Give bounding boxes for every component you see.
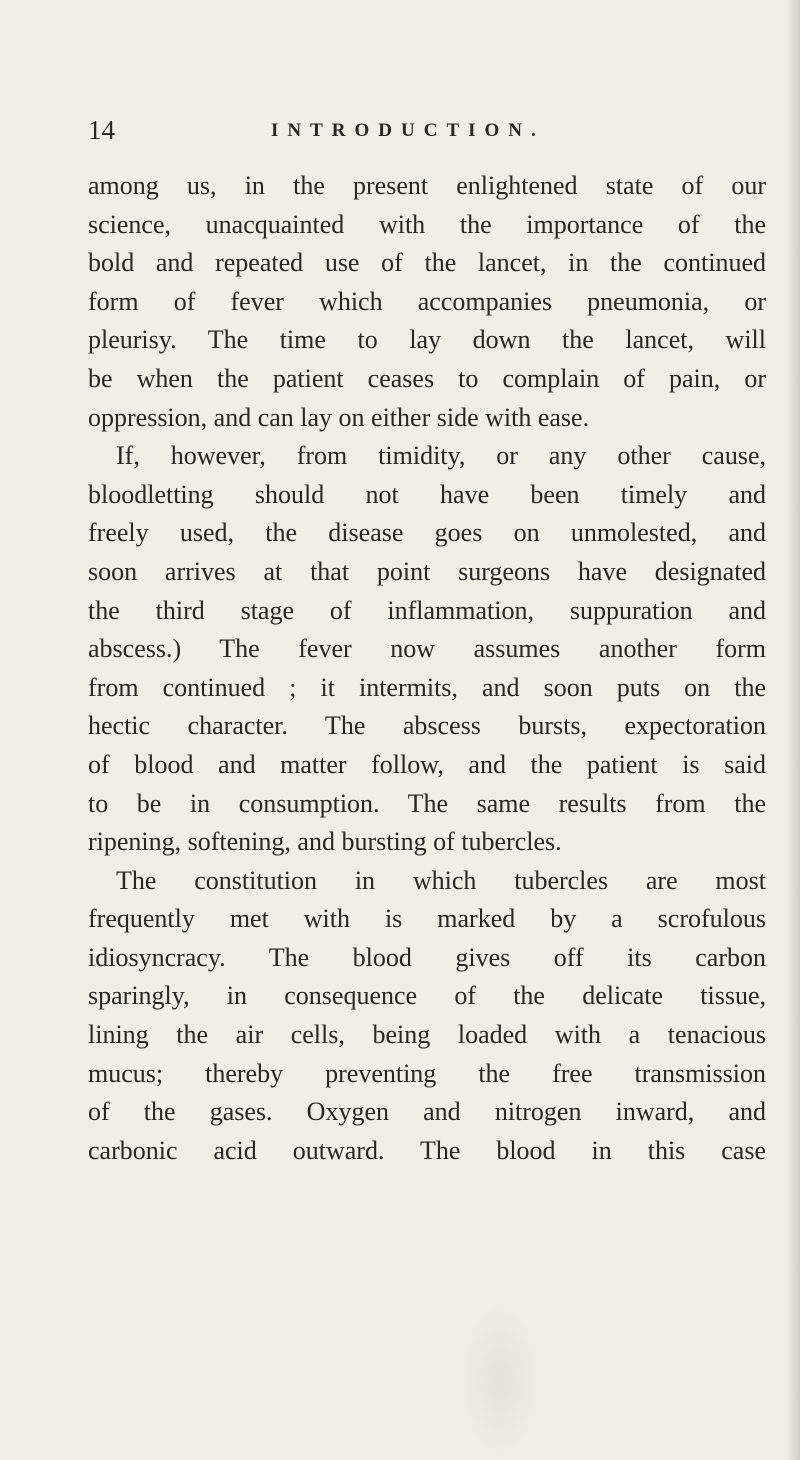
text-line: carbonic acid outward. The blood in this case [88, 1135, 766, 1165]
text-line: the third stage of inflammation, suppuration and [88, 595, 766, 625]
text-line: freely used, the disease goes on unmolested, and [88, 518, 766, 548]
text-line: lining the air cells, being loaded with a tenacious [88, 1020, 766, 1050]
text-line: sparingly, in consequence of the delicate tissue, [88, 981, 766, 1011]
running-head [88, 115, 768, 145]
text-line: If, however, from timidity, or any other cause, [116, 441, 766, 471]
text-line: oppression, and can lay on either side with ease. [88, 402, 590, 432]
text-line: The constitution in which tubercles are most [116, 865, 766, 895]
text-line: bold and repeated use of the lancet, in the continued [88, 248, 766, 278]
text-line: hectic character. The abscess bursts, expectoration [88, 711, 766, 741]
text-line: to be in consumption. The same results from the [88, 788, 766, 818]
text-line: pleurisy. The time to lay down the lancet, will [88, 325, 766, 355]
text-line: soon arrives at that point surgeons have designated [88, 556, 766, 586]
text-line: be when the patient ceases to complain of pain, or [88, 363, 766, 393]
text-line: among us, in the present enlightened state of our [88, 171, 766, 200]
paper-stain [460, 1300, 540, 1460]
text-line: of the gases. Oxygen and nitrogen inward, and [88, 1097, 766, 1127]
page-edge-shadow [786, 0, 800, 1460]
text-line: idiosyncracy. The blood gives off its carbon [88, 942, 766, 972]
page-number: 14 [88, 115, 115, 145]
text-line: science, unacquainted with the importance of the [88, 209, 766, 239]
text-line: abscess.) The fever now assumes another form [88, 634, 766, 664]
text-line: form of fever which accompanies pneumonia, or [88, 286, 766, 316]
body-text [88, 167, 766, 1170]
text-line: frequently met with is marked by a scrofulous [88, 904, 766, 934]
text-line: from continued ; it intermits, and soon puts on the [88, 672, 766, 702]
text-line: ripening, softening, and bursting of tubercles. [88, 827, 562, 857]
text-line: mucus; thereby preventing the free transmission [88, 1058, 766, 1088]
running-head-title: INTRODUCTION. [271, 120, 545, 141]
text-line: bloodletting should not have been timely and [88, 479, 766, 509]
text-line: of blood and matter follow, and the patient is said [88, 749, 766, 779]
